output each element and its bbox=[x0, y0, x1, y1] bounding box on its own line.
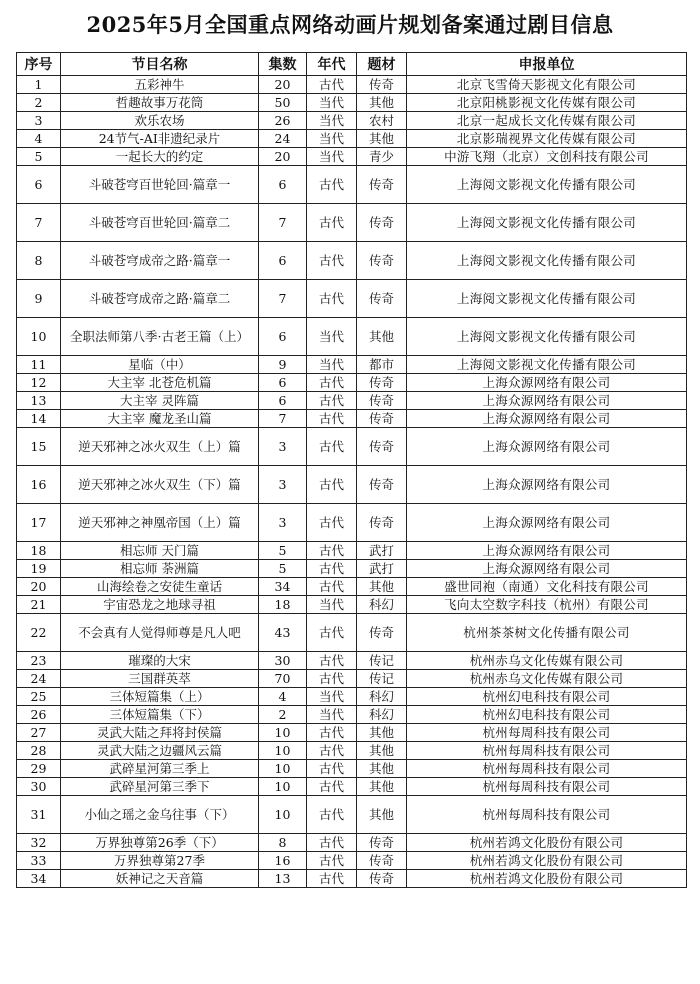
cell-name: 逆天邪神之冰火双生（上）篇 bbox=[61, 428, 259, 466]
table-row bbox=[17, 466, 687, 504]
cell-genre: 传奇 bbox=[357, 166, 407, 204]
cell-name: 一起长大的约定 bbox=[61, 148, 259, 166]
table-row bbox=[17, 578, 687, 596]
cell-company: 上海众源网络有限公司 bbox=[407, 504, 687, 542]
cell-genre: 其他 bbox=[357, 760, 407, 778]
table-row bbox=[17, 504, 687, 542]
cell-no: 21 bbox=[17, 596, 61, 614]
table-row bbox=[17, 542, 687, 560]
cell-episodes: 8 bbox=[259, 834, 307, 852]
table-row bbox=[17, 428, 687, 466]
cell-no: 32 bbox=[17, 834, 61, 852]
cell-company: 杭州若鸿文化股份有限公司 bbox=[407, 870, 687, 888]
cell-no: 12 bbox=[17, 374, 61, 392]
cell-episodes: 43 bbox=[259, 614, 307, 652]
cell-era: 当代 bbox=[307, 318, 357, 356]
cell-no: 19 bbox=[17, 560, 61, 578]
cell-genre: 传奇 bbox=[357, 76, 407, 94]
cell-era: 古代 bbox=[307, 466, 357, 504]
cell-no: 3 bbox=[17, 112, 61, 130]
table-row bbox=[17, 742, 687, 760]
cell-episodes: 6 bbox=[259, 242, 307, 280]
cell-name: 全职法师第八季·古老王篇（上） bbox=[61, 318, 259, 356]
table-row bbox=[17, 166, 687, 204]
table-row bbox=[17, 724, 687, 742]
cell-era: 古代 bbox=[307, 392, 357, 410]
cell-no: 8 bbox=[17, 242, 61, 280]
cell-genre: 传奇 bbox=[357, 280, 407, 318]
cell-name: 武碎星河第三季下 bbox=[61, 778, 259, 796]
table-row bbox=[17, 130, 687, 148]
cell-name: 宇宙恐龙之地球寻祖 bbox=[61, 596, 259, 614]
cell-genre: 传记 bbox=[357, 670, 407, 688]
cell-era: 古代 bbox=[307, 560, 357, 578]
cell-name: 五彩神牛 bbox=[61, 76, 259, 94]
table-row bbox=[17, 688, 687, 706]
cell-era: 古代 bbox=[307, 760, 357, 778]
cell-company: 盛世同袍（南通）文化科技有限公司 bbox=[407, 578, 687, 596]
cell-era: 古代 bbox=[307, 796, 357, 834]
cell-era: 古代 bbox=[307, 614, 357, 652]
cell-no: 28 bbox=[17, 742, 61, 760]
cell-company: 上海众源网络有限公司 bbox=[407, 466, 687, 504]
cell-name: 斗破苍穹百世轮回·篇章一 bbox=[61, 166, 259, 204]
cell-episodes: 24 bbox=[259, 130, 307, 148]
cell-company: 上海众源网络有限公司 bbox=[407, 392, 687, 410]
cell-company: 上海众源网络有限公司 bbox=[407, 560, 687, 578]
cell-genre: 传奇 bbox=[357, 374, 407, 392]
table-row bbox=[17, 796, 687, 834]
cell-no: 9 bbox=[17, 280, 61, 318]
cell-episodes: 7 bbox=[259, 280, 307, 318]
cell-name: 斗破苍穹成帝之路·篇章一 bbox=[61, 242, 259, 280]
cell-episodes: 7 bbox=[259, 204, 307, 242]
cell-no: 31 bbox=[17, 796, 61, 834]
cell-no: 10 bbox=[17, 318, 61, 356]
cell-era: 当代 bbox=[307, 596, 357, 614]
table-row bbox=[17, 204, 687, 242]
cell-genre: 传奇 bbox=[357, 466, 407, 504]
cell-episodes: 18 bbox=[259, 596, 307, 614]
cell-era: 古代 bbox=[307, 204, 357, 242]
cell-name: 相忘师 天门篇 bbox=[61, 542, 259, 560]
table-row bbox=[17, 670, 687, 688]
cell-name: 武碎星河第三季上 bbox=[61, 760, 259, 778]
cell-era: 古代 bbox=[307, 724, 357, 742]
cell-era: 古代 bbox=[307, 652, 357, 670]
cell-no: 29 bbox=[17, 760, 61, 778]
cell-no: 26 bbox=[17, 706, 61, 724]
cell-no: 15 bbox=[17, 428, 61, 466]
cell-genre: 其他 bbox=[357, 318, 407, 356]
cell-no: 18 bbox=[17, 542, 61, 560]
cell-era: 古代 bbox=[307, 742, 357, 760]
cell-name: 相忘师 荼洲篇 bbox=[61, 560, 259, 578]
table-row bbox=[17, 560, 687, 578]
cell-era: 古代 bbox=[307, 778, 357, 796]
cell-episodes: 3 bbox=[259, 466, 307, 504]
cell-company: 上海阅文影视文化传播有限公司 bbox=[407, 242, 687, 280]
cell-era: 当代 bbox=[307, 94, 357, 112]
cell-episodes: 6 bbox=[259, 392, 307, 410]
cell-name: 星临（中） bbox=[61, 356, 259, 374]
table-row bbox=[17, 392, 687, 410]
header-era: 年代 bbox=[307, 53, 357, 76]
cell-name: 三体短篇集（上） bbox=[61, 688, 259, 706]
cell-episodes: 13 bbox=[259, 870, 307, 888]
cell-episodes: 34 bbox=[259, 578, 307, 596]
cell-name: 逆天邪神之冰火双生（下）篇 bbox=[61, 466, 259, 504]
cell-episodes: 3 bbox=[259, 504, 307, 542]
cell-no: 7 bbox=[17, 204, 61, 242]
cell-name: 斗破苍穹百世轮回·篇章二 bbox=[61, 204, 259, 242]
cell-company: 杭州每周科技有限公司 bbox=[407, 724, 687, 742]
cell-no: 20 bbox=[17, 578, 61, 596]
table-row bbox=[17, 242, 687, 280]
cell-name: 不会真有人觉得师尊是凡人吧 bbox=[61, 614, 259, 652]
cell-no: 14 bbox=[17, 410, 61, 428]
cell-episodes: 5 bbox=[259, 542, 307, 560]
cell-no: 27 bbox=[17, 724, 61, 742]
cell-episodes: 10 bbox=[259, 796, 307, 834]
cell-genre: 其他 bbox=[357, 742, 407, 760]
cell-name: 欢乐农场 bbox=[61, 112, 259, 130]
cell-no: 23 bbox=[17, 652, 61, 670]
cell-episodes: 6 bbox=[259, 318, 307, 356]
cell-genre: 传奇 bbox=[357, 504, 407, 542]
cell-genre: 传奇 bbox=[357, 852, 407, 870]
cell-era: 当代 bbox=[307, 688, 357, 706]
cell-era: 当代 bbox=[307, 148, 357, 166]
cell-episodes: 26 bbox=[259, 112, 307, 130]
cell-no: 4 bbox=[17, 130, 61, 148]
table-header-row bbox=[17, 53, 687, 76]
cell-name: 三体短篇集（下） bbox=[61, 706, 259, 724]
cell-genre: 其他 bbox=[357, 778, 407, 796]
cell-era: 古代 bbox=[307, 242, 357, 280]
cell-era: 当代 bbox=[307, 112, 357, 130]
cell-no: 34 bbox=[17, 870, 61, 888]
cell-company: 杭州若鸿文化股份有限公司 bbox=[407, 852, 687, 870]
table-row bbox=[17, 596, 687, 614]
header-company: 申报单位 bbox=[407, 53, 687, 76]
cell-no: 1 bbox=[17, 76, 61, 94]
cell-era: 古代 bbox=[307, 870, 357, 888]
cell-name: 逆天邪神之神凰帝国（上）篇 bbox=[61, 504, 259, 542]
cell-name: 山海绘卷之安徒生童话 bbox=[61, 578, 259, 596]
cell-genre: 传奇 bbox=[357, 242, 407, 280]
cell-genre: 武打 bbox=[357, 542, 407, 560]
cell-genre: 科幻 bbox=[357, 706, 407, 724]
cell-episodes: 50 bbox=[259, 94, 307, 112]
table-row bbox=[17, 112, 687, 130]
table-row bbox=[17, 870, 687, 888]
cell-genre: 科幻 bbox=[357, 688, 407, 706]
cell-genre: 其他 bbox=[357, 130, 407, 148]
cell-company: 飞向太空数字科技（杭州）有限公司 bbox=[407, 596, 687, 614]
cell-genre: 农村 bbox=[357, 112, 407, 130]
cell-name: 灵武大陆之拜将封侯篇 bbox=[61, 724, 259, 742]
cell-era: 古代 bbox=[307, 374, 357, 392]
table-row bbox=[17, 374, 687, 392]
header-genre: 题材 bbox=[357, 53, 407, 76]
table-row bbox=[17, 280, 687, 318]
cell-genre: 都市 bbox=[357, 356, 407, 374]
cell-company: 杭州每周科技有限公司 bbox=[407, 760, 687, 778]
table-row bbox=[17, 94, 687, 112]
cell-no: 17 bbox=[17, 504, 61, 542]
cell-episodes: 10 bbox=[259, 760, 307, 778]
cell-name: 大主宰 北苍危机篇 bbox=[61, 374, 259, 392]
cell-company: 上海阅文影视文化传播有限公司 bbox=[407, 356, 687, 374]
cell-episodes: 6 bbox=[259, 166, 307, 204]
cell-company: 北京飞雪倚天影视文化有限公司 bbox=[407, 76, 687, 94]
cell-company: 上海众源网络有限公司 bbox=[407, 428, 687, 466]
cell-company: 杭州赤乌文化传媒有限公司 bbox=[407, 652, 687, 670]
cell-name: 璀璨的大宋 bbox=[61, 652, 259, 670]
document-title: 2025年5月全国重点网络动画片规划备案通过剧目信息 bbox=[86, 12, 614, 37]
header-name: 节目名称 bbox=[61, 53, 259, 76]
table-row bbox=[17, 834, 687, 852]
cell-no: 33 bbox=[17, 852, 61, 870]
cell-episodes: 30 bbox=[259, 652, 307, 670]
cell-era: 当代 bbox=[307, 706, 357, 724]
cell-era: 古代 bbox=[307, 578, 357, 596]
cell-company: 杭州赤乌文化传媒有限公司 bbox=[407, 670, 687, 688]
cell-genre: 传奇 bbox=[357, 410, 407, 428]
cell-genre: 武打 bbox=[357, 560, 407, 578]
cell-name: 万界独尊第26季（下） bbox=[61, 834, 259, 852]
cell-episodes: 2 bbox=[259, 706, 307, 724]
cell-episodes: 7 bbox=[259, 410, 307, 428]
cell-name: 妖神记之天音篇 bbox=[61, 870, 259, 888]
cell-company: 上海阅文影视文化传播有限公司 bbox=[407, 318, 687, 356]
cell-genre: 科幻 bbox=[357, 596, 407, 614]
cell-company: 上海阅文影视文化传播有限公司 bbox=[407, 166, 687, 204]
cell-no: 16 bbox=[17, 466, 61, 504]
cell-genre: 其他 bbox=[357, 724, 407, 742]
cell-genre: 其他 bbox=[357, 94, 407, 112]
cell-no: 2 bbox=[17, 94, 61, 112]
table-row bbox=[17, 614, 687, 652]
cell-company: 上海众源网络有限公司 bbox=[407, 374, 687, 392]
cell-name: 灵武大陆之边疆风云篇 bbox=[61, 742, 259, 760]
cell-episodes: 70 bbox=[259, 670, 307, 688]
cell-company: 上海众源网络有限公司 bbox=[407, 410, 687, 428]
cell-episodes: 16 bbox=[259, 852, 307, 870]
program-table bbox=[16, 52, 687, 888]
cell-no: 6 bbox=[17, 166, 61, 204]
cell-genre: 传奇 bbox=[357, 204, 407, 242]
cell-episodes: 3 bbox=[259, 428, 307, 466]
cell-name: 大主宰 灵阵篇 bbox=[61, 392, 259, 410]
cell-era: 古代 bbox=[307, 428, 357, 466]
cell-era: 古代 bbox=[307, 670, 357, 688]
table-row bbox=[17, 760, 687, 778]
cell-name: 24节气-AI非遗纪录片 bbox=[61, 130, 259, 148]
table-row bbox=[17, 76, 687, 94]
cell-episodes: 6 bbox=[259, 374, 307, 392]
cell-name: 大主宰 魔龙圣山篇 bbox=[61, 410, 259, 428]
cell-genre: 传奇 bbox=[357, 870, 407, 888]
cell-episodes: 4 bbox=[259, 688, 307, 706]
cell-genre: 传奇 bbox=[357, 392, 407, 410]
cell-name: 小仙之瑶之金乌往事（下） bbox=[61, 796, 259, 834]
cell-genre: 传记 bbox=[357, 652, 407, 670]
table-row bbox=[17, 356, 687, 374]
table-row bbox=[17, 410, 687, 428]
cell-era: 当代 bbox=[307, 356, 357, 374]
cell-era: 古代 bbox=[307, 76, 357, 94]
cell-company: 北京阳桃影视文化传媒有限公司 bbox=[407, 94, 687, 112]
cell-episodes: 10 bbox=[259, 778, 307, 796]
cell-company: 上海众源网络有限公司 bbox=[407, 542, 687, 560]
cell-no: 24 bbox=[17, 670, 61, 688]
cell-no: 22 bbox=[17, 614, 61, 652]
cell-era: 当代 bbox=[307, 130, 357, 148]
cell-genre: 其他 bbox=[357, 578, 407, 596]
cell-no: 11 bbox=[17, 356, 61, 374]
cell-genre: 其他 bbox=[357, 796, 407, 834]
cell-company: 中游飞翔（北京）文创科技有限公司 bbox=[407, 148, 687, 166]
table-row bbox=[17, 778, 687, 796]
cell-era: 古代 bbox=[307, 852, 357, 870]
cell-no: 13 bbox=[17, 392, 61, 410]
table-row bbox=[17, 148, 687, 166]
cell-genre: 青少 bbox=[357, 148, 407, 166]
cell-no: 30 bbox=[17, 778, 61, 796]
cell-genre: 传奇 bbox=[357, 834, 407, 852]
cell-era: 古代 bbox=[307, 834, 357, 852]
cell-company: 杭州茶茶树文化传播有限公司 bbox=[407, 614, 687, 652]
header-episodes: 集数 bbox=[259, 53, 307, 76]
cell-company: 杭州每周科技有限公司 bbox=[407, 796, 687, 834]
cell-no: 5 bbox=[17, 148, 61, 166]
cell-company: 杭州每周科技有限公司 bbox=[407, 742, 687, 760]
cell-episodes: 20 bbox=[259, 76, 307, 94]
cell-episodes: 9 bbox=[259, 356, 307, 374]
cell-company: 杭州每周科技有限公司 bbox=[407, 778, 687, 796]
table-body bbox=[17, 76, 687, 888]
cell-no: 25 bbox=[17, 688, 61, 706]
table-row bbox=[17, 706, 687, 724]
table-row bbox=[17, 652, 687, 670]
cell-era: 古代 bbox=[307, 542, 357, 560]
table-row bbox=[17, 852, 687, 870]
table-row bbox=[17, 318, 687, 356]
cell-era: 古代 bbox=[307, 166, 357, 204]
cell-name: 哲趣故事万花筒 bbox=[61, 94, 259, 112]
cell-episodes: 5 bbox=[259, 560, 307, 578]
cell-name: 万界独尊第27季 bbox=[61, 852, 259, 870]
cell-genre: 传奇 bbox=[357, 428, 407, 466]
cell-company: 杭州若鸿文化股份有限公司 bbox=[407, 834, 687, 852]
cell-company: 北京一起成长文化传媒有限公司 bbox=[407, 112, 687, 130]
cell-episodes: 10 bbox=[259, 742, 307, 760]
cell-company: 杭州幻电科技有限公司 bbox=[407, 688, 687, 706]
cell-company: 上海阅文影视文化传播有限公司 bbox=[407, 204, 687, 242]
cell-company: 杭州幻电科技有限公司 bbox=[407, 706, 687, 724]
cell-era: 古代 bbox=[307, 410, 357, 428]
cell-company: 上海阅文影视文化传播有限公司 bbox=[407, 280, 687, 318]
cell-episodes: 20 bbox=[259, 148, 307, 166]
cell-episodes: 10 bbox=[259, 724, 307, 742]
cell-company: 北京影瑞视界文化传媒有限公司 bbox=[407, 130, 687, 148]
cell-genre: 传奇 bbox=[357, 614, 407, 652]
cell-name: 斗破苍穹成帝之路·篇章二 bbox=[61, 280, 259, 318]
cell-era: 古代 bbox=[307, 280, 357, 318]
cell-era: 古代 bbox=[307, 504, 357, 542]
cell-name: 三国群英萃 bbox=[61, 670, 259, 688]
header-no: 序号 bbox=[17, 53, 61, 76]
